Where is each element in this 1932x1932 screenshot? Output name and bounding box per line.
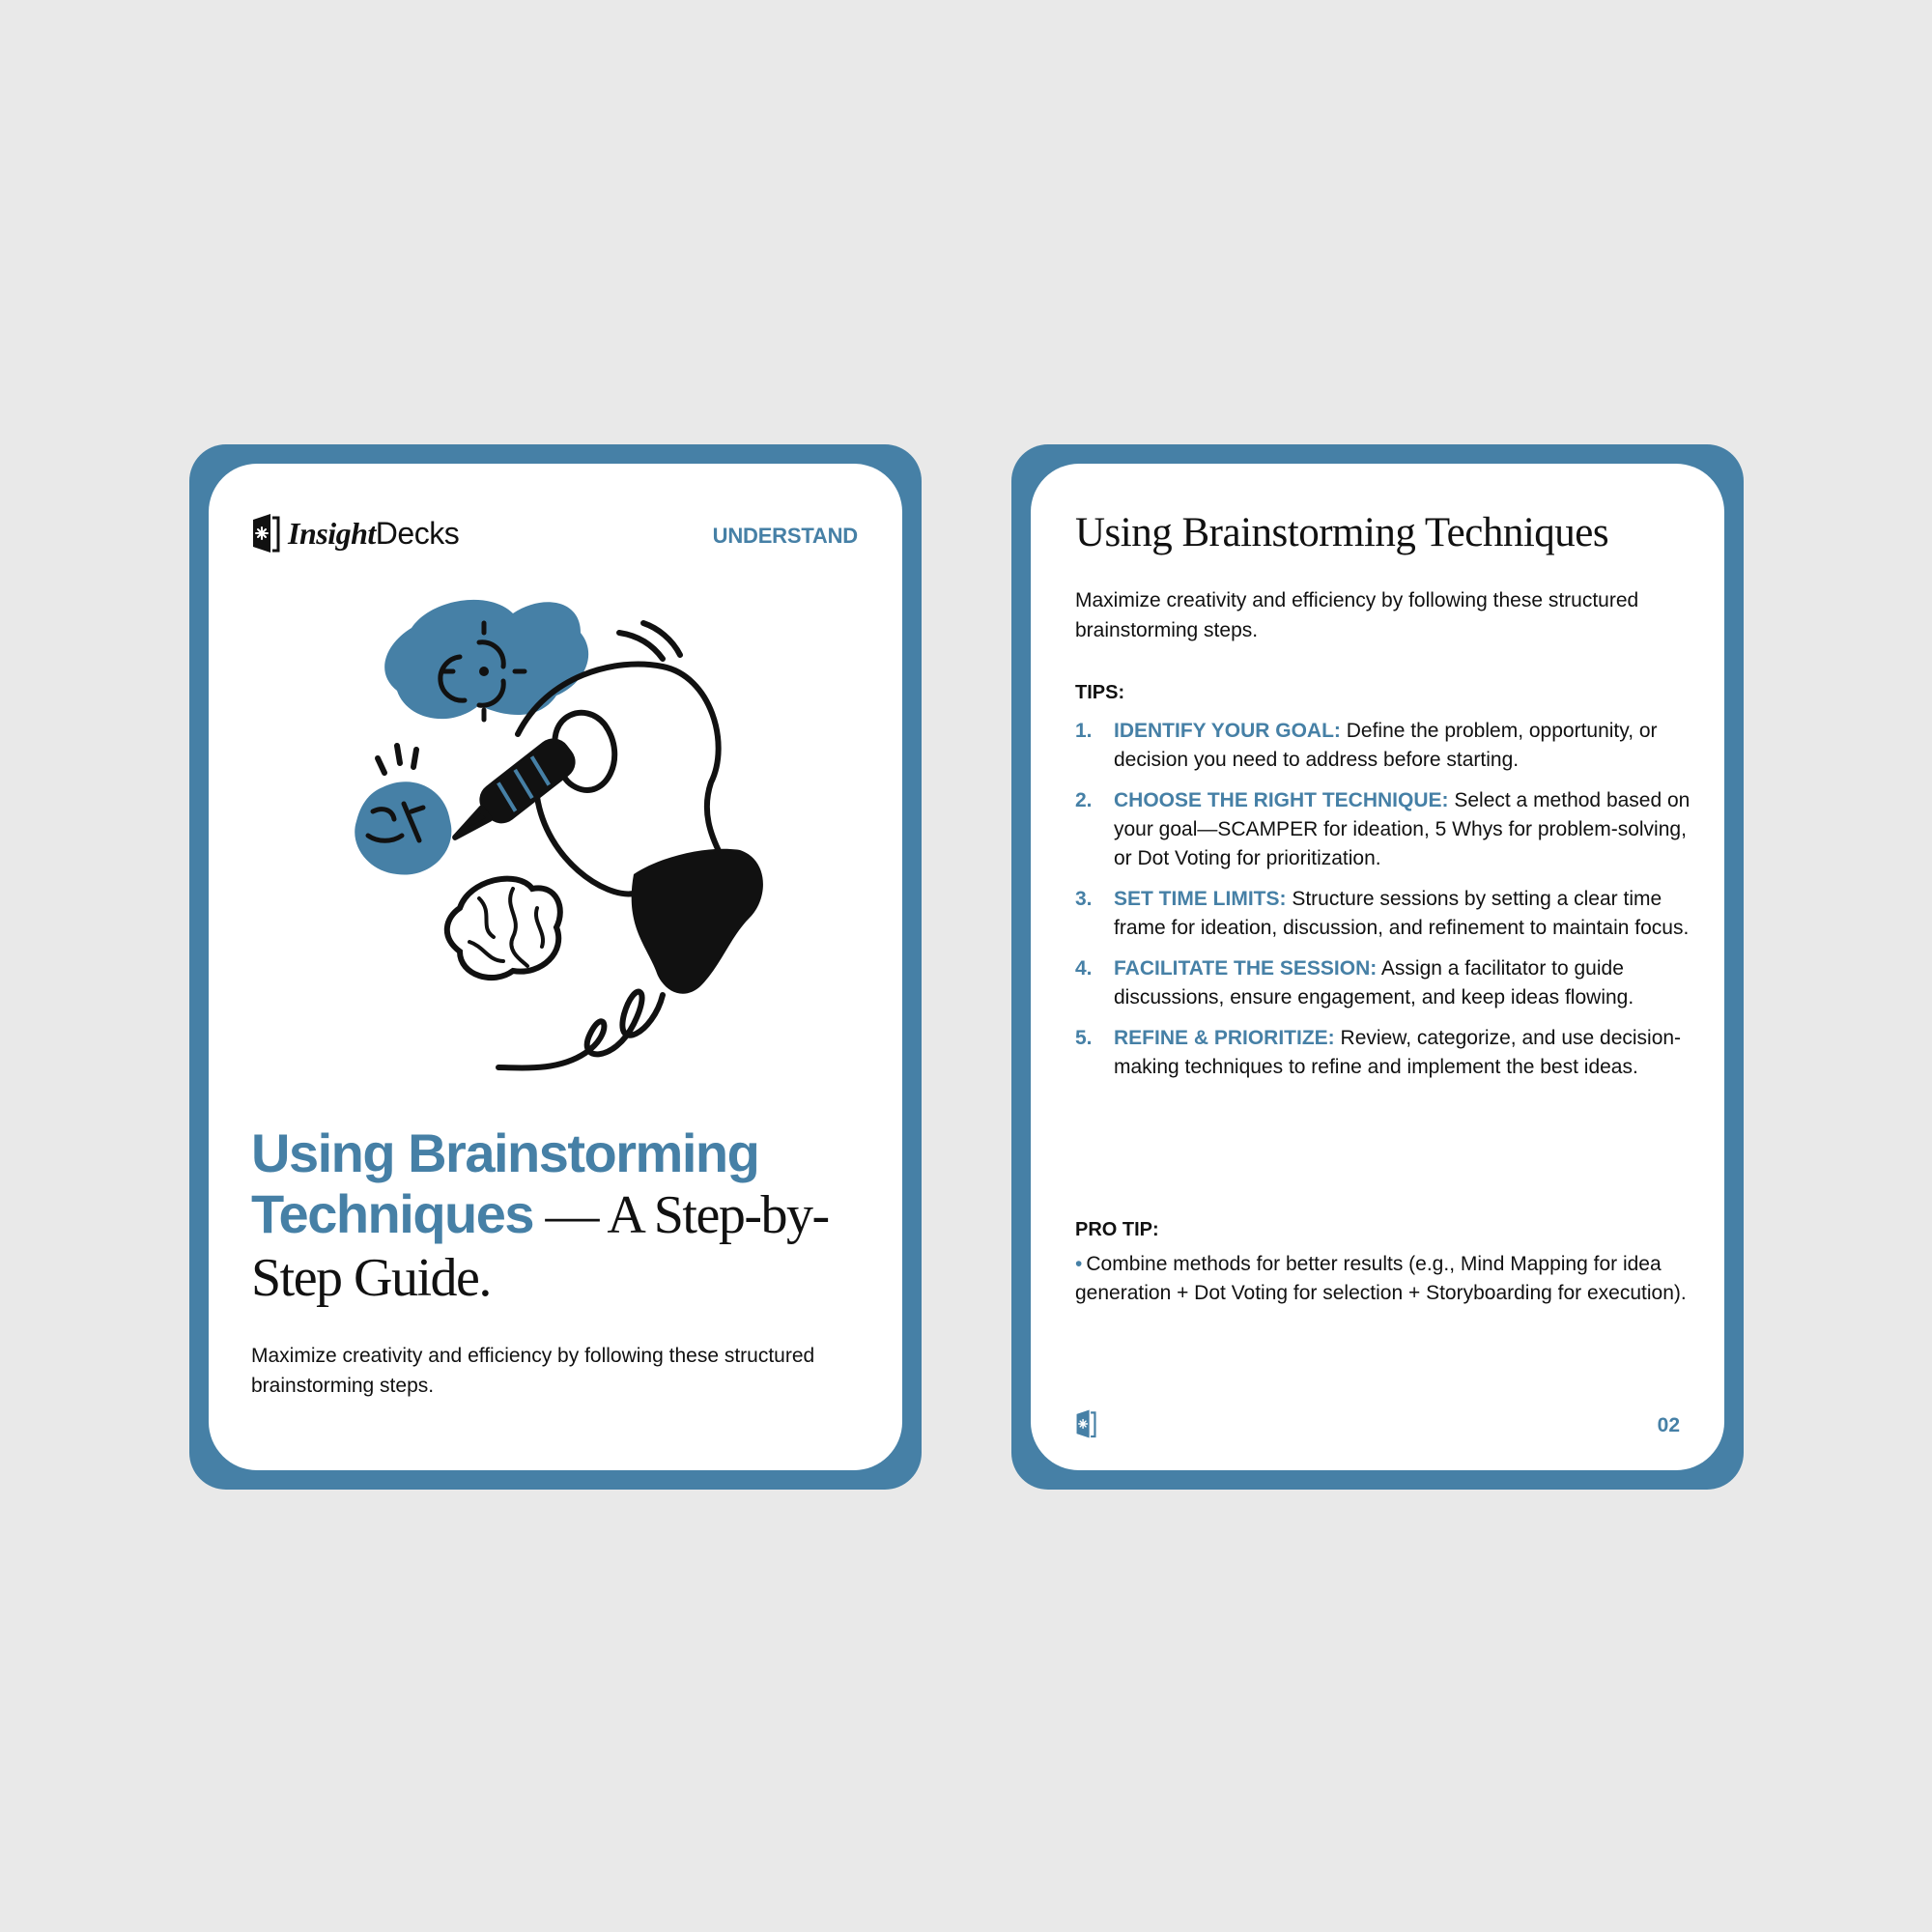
pro-tip-heading: PRO TIP:	[1075, 1219, 1159, 1240]
tip-item	[1075, 885, 1695, 943]
brand-name	[288, 516, 459, 552]
back-subtitle: Maximize creativity and efficiency by following these structured brainstorming steps.	[1075, 589, 1639, 641]
tip-number: 4.	[1075, 957, 1093, 980]
front-subtitle: Maximize creativity and efficiency by following these structured brainstorming steps.	[251, 1345, 815, 1397]
back-card-face	[1031, 464, 1724, 1470]
tip-label: IDENTIFY YOUR GOAL:	[1114, 720, 1341, 742]
insightdecks-logo-icon	[251, 512, 280, 554]
back-title: Using Brainstorming Techniques	[1075, 510, 1609, 555]
front-card-face	[209, 464, 902, 1470]
brainstorm-lightbulb-illustration	[325, 589, 788, 1072]
tip-number: 5.	[1075, 1027, 1093, 1049]
front-title-blue: Using Brainstorming Techniques	[251, 1122, 759, 1244]
page-number: 02	[1657, 1414, 1680, 1436]
tip-text: Define the problem, opportunity, or decision you need to address before starting.	[1114, 720, 1658, 771]
tip-number: 3.	[1075, 888, 1093, 910]
tip-text: Assign a facilitator to guide discussions, ensure engagement, and keep ideas flowing.	[1114, 957, 1634, 1009]
front-card	[189, 444, 922, 1490]
pro-tip-body: Combine methods for better results (e.g., Mind Mapping for idea generation + Dot Voting for selection + Storyboarding for execution).	[1075, 1253, 1687, 1304]
tips-heading: TIPS:	[1075, 682, 1125, 703]
brand-name-insight: Insight	[288, 515, 376, 551]
tip-label: FACILITATE THE SESSION:	[1114, 957, 1378, 980]
pro-tip-bullet: •	[1075, 1253, 1083, 1275]
category-label: UNDERSTAND	[712, 524, 858, 548]
tip-item	[1075, 954, 1695, 1012]
tip-number: 1.	[1075, 720, 1093, 742]
tip-label: CHOOSE THE RIGHT TECHNIQUE:	[1114, 789, 1449, 811]
tip-item	[1075, 717, 1695, 775]
brand-logo	[251, 512, 459, 554]
tip-item	[1075, 786, 1695, 873]
brand-name-decks: Decks	[375, 515, 460, 551]
tip-text: Select a method based on your goal—SCAMPER for ideation, 5 Whys for problem-solving, or Dot Voting for prioritization.	[1114, 789, 1690, 869]
insightdecks-logo-icon	[1075, 1408, 1096, 1439]
pro-tip-text	[1075, 1250, 1693, 1308]
back-card	[1011, 444, 1744, 1490]
tip-label: SET TIME LIMITS:	[1114, 888, 1287, 910]
tip-number: 2.	[1075, 789, 1093, 811]
tip-text: Structure sessions by setting a clear time frame for ideation, discussion, and refinement to maintain focus.	[1114, 888, 1690, 939]
tips-list	[1075, 717, 1695, 1094]
front-title	[251, 1122, 869, 1309]
tip-item	[1075, 1024, 1695, 1082]
tip-label: REFINE & PRIORITIZE:	[1114, 1027, 1335, 1049]
tip-text: Review, categorize, and use decision-making techniques to refine and implement the best ideas.	[1114, 1027, 1682, 1078]
front-title-serif: — A Step-by-Step Guide.	[251, 1185, 829, 1308]
